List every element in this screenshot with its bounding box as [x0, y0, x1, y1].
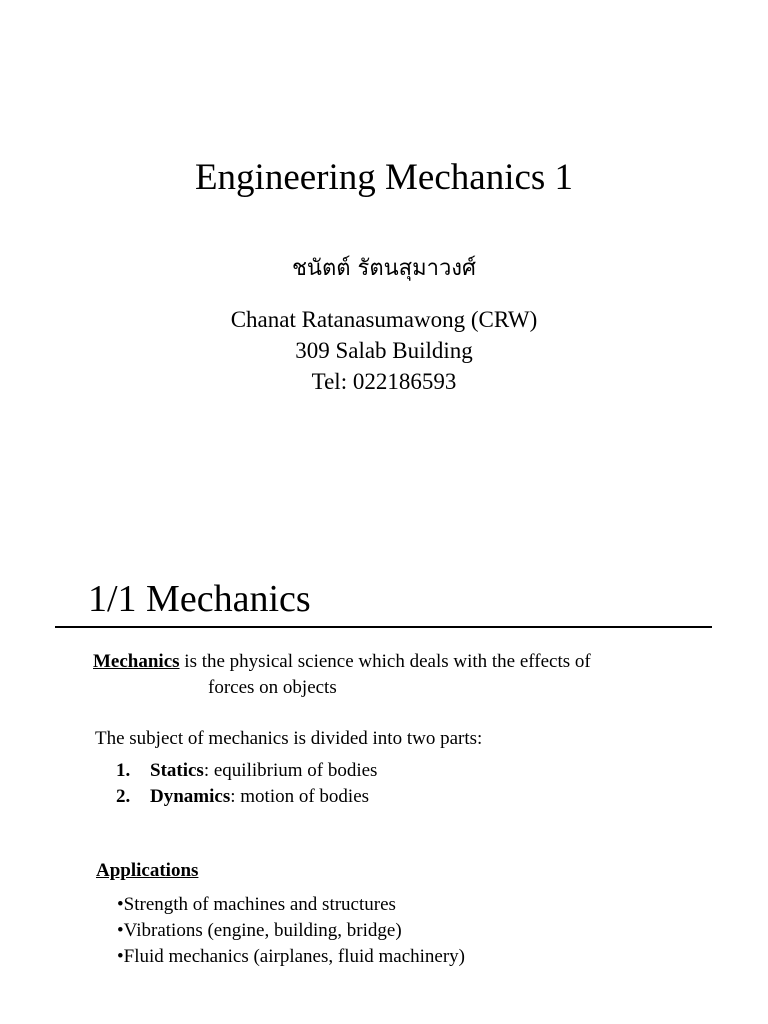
contact-block [0, 304, 768, 397]
definition-text-line1: is the physical science which deals with the effects of [179, 651, 591, 672]
section-heading: 1/1 Mechanics [88, 578, 311, 620]
list-number: 1. [116, 760, 131, 781]
list-term: Statics [150, 760, 204, 781]
definition-term: Mechanics [93, 651, 180, 672]
list-item: •Strength of machines and structures [117, 894, 396, 915]
mechanics-definition [93, 649, 591, 698]
applications-list [117, 892, 465, 970]
list-item: •Vibrations (engine, building, bridge) [117, 920, 402, 941]
applications-heading: Applications [96, 860, 199, 881]
list-desc: : equilibrium of bodies [203, 760, 378, 781]
office-location: 309 Salab Building [295, 338, 473, 363]
definition-text-line2: forces on objects [208, 677, 337, 698]
parts-list [116, 758, 377, 810]
list-term: Dynamics [150, 786, 231, 807]
author-name: Chanat Ratanasumawong (CRW) [230, 307, 538, 332]
list-desc: : motion of bodies [230, 786, 370, 807]
slide-title: Engineering Mechanics 1 [194, 157, 574, 198]
list-item [116, 758, 377, 784]
subject-intro: The subject of mechanics is divided into two parts: [95, 728, 483, 749]
telephone: Tel: 022186593 [311, 369, 457, 394]
list-number: 2. [116, 786, 131, 807]
list-item: •Fluid mechanics (airplanes, fluid machinery) [117, 946, 466, 967]
list-item [116, 784, 377, 810]
author-thai-name: ชนัตต์ รัตนสุมาวงศ์ [291, 256, 477, 281]
heading-divider [55, 626, 712, 628]
